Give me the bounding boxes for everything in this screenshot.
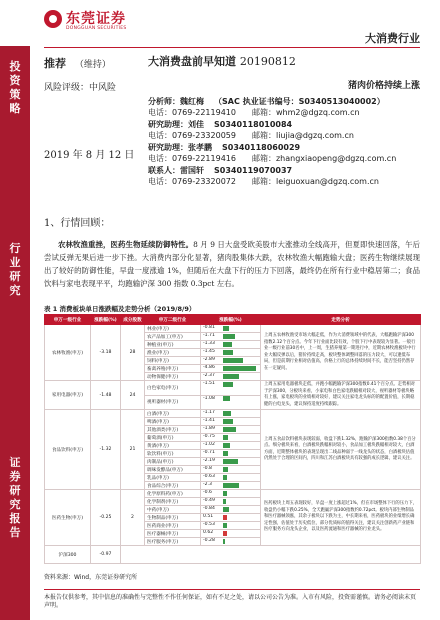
subsector-name: 白酒(申万) [145,410,201,418]
paragraph-body: 8 月 9 日大盘受欧美股市大涨推动全线高开，但夏即快速回落，午后尝试反弹无果后进一步下挫。大消费内部分化显著，猪肉股集体大跌，农林牧渔大幅跑输大盘；医药生物继续展现出了较好的防御性能，早盘一度涨逾 1%，但随后在大盘下行的压力下回落，最终仍在所有行业中稳居第二；食品饮料与家电表现平平，均跑输沪深 300 指数 0.3pct 左右。 [44,240,420,288]
analyst-list [148,96,420,188]
sub-change-cell [201,434,261,442]
change-bar [223,334,235,339]
email-label: 邮箱： [251,131,276,140]
analyst-name: 刘佳 [188,120,204,129]
change-bar [223,539,225,544]
report-subtitle: 猪肉价格持续上涨 [347,81,420,91]
phone-label: 电话： [148,177,172,186]
sub-change-value: -0.81 [203,325,215,330]
subsector-name: 生物制品(申万) [145,514,201,522]
sub-change-value: -2.37 [203,373,215,378]
sub-change-value: -0.6 [203,490,212,495]
col-header-count: 成分股数 [121,315,145,325]
change-bar [223,326,229,331]
subsector-name: 白色家电(申万) [145,381,201,396]
subsector-name: 软饮料(申万) [145,450,201,458]
email-address[interactable]: whm2@dgzq.com.cn [275,108,360,117]
sub-change-cell [201,325,261,333]
sidebar-char: 研 [9,270,21,283]
change-bar [223,419,233,424]
rating-value: （维持） [74,60,111,70]
change-bar [223,435,228,440]
col-header-sub-change: 涨跌幅(%) [201,315,261,325]
sub-change-cell [201,381,261,396]
sub-change-value: -1.33 [203,341,215,346]
change-bar [223,366,256,371]
subsector-name: 黄酒(申万) [145,442,201,450]
analyst-name-line [148,142,420,153]
subsector-name: 医疗服务(申万) [145,538,201,546]
sub-change-value: -0.49 [203,498,215,503]
email-label: 邮箱： [251,154,276,163]
analyst-cert: （SAC 执业证书编号：S0340513040002） [214,97,385,106]
sub-change-cell [201,490,261,498]
sub-change-cell [201,538,261,546]
change-bar [223,475,227,480]
brand-name-cn: 东莞证券 [66,11,126,27]
analysis-text: 医药板块上周五表现较好，早盘一度上涨超过1%，但在市场整体下行的压力下，收盘仍小幅下跌0.25%，全天跑赢沪深300指数约0.72pct。板块内部生物制品和医疗器械领涨，其余子板块以下跌为主，中长期来看，医药板块的业绩增长确定性强，估值处于历史低位，部分优质标的值得关注，建议关注创新药产业链和医疗服务方向龙头企业，以及医药流通和医疗器械的行业龙头。 [261,490,421,546]
table-header-row [45,315,421,325]
change-bar [223,350,233,355]
table-row [45,410,421,418]
sidebar-char: 究 [9,284,21,297]
index-row-filler [121,546,421,564]
table-row [45,325,421,333]
analyst-role: 联系人： [148,166,180,175]
sector-name: 农林牧渔(申万) [45,325,91,381]
report-title-date: 20190812 [239,55,296,68]
subsector-name: 乳品(申万) [145,474,201,482]
sub-change-cell [201,333,261,341]
brand-logo-icon [44,10,62,28]
subsector-name: 渔业(申万) [145,349,201,357]
market-review-paragraph [44,238,420,290]
sub-change-cell [201,357,261,365]
sidebar-char: 研 [9,484,21,497]
analyst-name: 张孝鹏 [188,143,212,152]
sub-change-value: -1.89 [203,426,215,431]
analyst-cert: S0340118010084 [214,120,293,129]
sidebar-char: 证 [9,456,21,469]
sub-change-cell [201,458,261,466]
sub-change-cell [201,522,261,530]
sub-change-cell [201,373,261,381]
change-bar [223,374,239,379]
sector-count: 2 [121,490,145,546]
sub-change-value: 0.62 [203,530,214,535]
sidebar-char: 业 [9,256,21,269]
sub-change-cell [201,426,261,434]
sub-change-cell [201,418,261,426]
brand-name-en: DONGGUAN SECURITIES [66,26,127,31]
subsector-name: 农产品加工(申万) [145,333,201,341]
sector-name: 食品饮料(申万) [45,410,91,490]
change-bar [223,515,227,520]
industry-label: 大消费行业 [365,32,420,45]
sector-count: 28 [121,325,145,381]
rating [44,55,111,71]
sub-change-value: -0.53 [203,522,215,527]
subsector-name: 食品综合(申万) [145,482,201,490]
subsector-name: 化学原料药(申万) [145,490,201,498]
sub-change-value: -2.19 [203,458,215,463]
change-bar [223,523,227,528]
sub-change-value: -1.08 [203,395,215,401]
sidebar-char: 资 [9,74,21,87]
analyst-cert: S0340119070037 [214,166,293,175]
change-bar [223,427,236,432]
analyst-name-line [148,119,420,130]
sidebar-char: 券 [9,470,21,483]
analyst-contact-line [148,130,420,141]
sub-change-cell [201,482,261,490]
phone-number: 0769-22119410 [172,108,236,117]
sidebar-label-strategy [0,60,30,116]
sidebar-char: 投 [9,60,21,73]
sub-change-cell [201,506,261,514]
subsector-name: 视听器材(申万) [145,395,201,410]
subsector-name: 啤酒(申万) [145,418,201,426]
analyst-contact-line [148,107,420,118]
subsector-name: 医药商业(申万) [145,522,201,530]
subsector-name: 其他酒类(申万) [145,426,201,434]
subsector-name: 种植业(申万) [145,341,201,349]
col-header-change: 涨跌幅(%) [91,315,121,325]
col-header-subsector: 申万二级行业 [145,315,201,325]
sub-change-cell [201,530,261,538]
data-source: 资料来源：Wind，东莞证券研究所 [44,574,138,581]
change-bar [223,491,227,496]
report-title-text: 大消费盘前早知道 [148,55,236,68]
analyst-entry [148,142,420,164]
change-bar [223,483,239,488]
change-bar [223,507,229,512]
sub-change-value: -2.89 [203,357,215,362]
analyst-cert: S0340118060029 [222,143,301,152]
email-address[interactable]: leiguoxuan@dgzq.com.cn [275,177,379,186]
phone-number: 0769-22119416 [172,154,236,163]
phone-label: 电话： [148,108,172,117]
sub-change-value: -0.75 [203,434,215,439]
disclaimer: 本报告仅供参考，其中信息的准确性与完整性不作任何保证，如有不足之处，请以公司公告为准。入市有风险，投资需谨慎。请务必阅读末页声明。 [44,594,417,609]
sidebar-char: 策 [9,88,21,101]
sector-change: -1.48 [91,381,121,410]
analyst-role: 分析师： [148,97,180,106]
sub-change-cell [201,410,261,418]
phone-number: 0769-23320059 [172,131,236,140]
analyst-role: 研究助理： [148,120,188,129]
sector-performance-table [44,314,421,564]
sub-change-value: -4.86 [203,365,215,370]
analyst-role: 研究助理： [148,143,188,152]
sidebar-char: 报 [9,512,21,525]
table-row [45,381,421,396]
sub-change-value: -0.63 [203,474,215,479]
sidebar-char: 略 [9,102,21,115]
analyst-entry [148,96,420,118]
col-header-analysis: 走势分析 [261,315,421,325]
sub-change-value: -1.41 [203,418,215,423]
sub-change-value: -0.8 [203,466,212,471]
email-address[interactable]: liujia@dgzq.com.cn [275,131,354,140]
sub-change-cell [201,514,261,522]
sub-change-value: -1.51 [203,381,215,386]
subsector-name: 林业(申万) [145,325,201,333]
sector-change: -3.18 [91,325,121,381]
sub-change-value: -0.84 [203,506,215,511]
change-bar [223,411,231,416]
subsector-name: 葡萄酒(申万) [145,434,201,442]
analysis-text: 上周五食品饮料板块表现较弱，收盘下跌1.32%，跑输沪深300指数0.38个百分点。细分板块来看，白酒板块跌幅相对较小，食品加工板块跌幅相对较大，白酒方面，近期整体板块的表现呈现出二线品种弱于一线龙头的状态，白酒板块估值仍然处于合理的区间内，四川和江苏白酒板块具有较强的成长逻辑，建议关注。 [261,410,421,490]
report-title [148,53,296,69]
subsector-name: 肉制品(申万) [145,458,201,466]
sub-change-cell [201,365,261,373]
sub-change-cell [201,341,261,349]
analyst-name-line [148,96,420,107]
sidebar-char: 行 [9,242,21,255]
sub-change-value: -1.45 [203,349,215,354]
sub-change-value: -0.71 [203,450,215,455]
subsector-name: 饲料(申万) [145,357,201,365]
sub-change-value: -1.17 [203,410,215,415]
sub-change-cell [201,349,261,357]
paragraph-lead: 农林牧渔重挫，医药生物延续防御特性。 [58,240,194,249]
sub-change-value: 0.51 [203,514,214,519]
change-bar [223,459,238,464]
index-change: -0.97 [91,546,121,564]
report-date: 2019 年 8 月 12 日 [44,150,135,161]
sub-change-value: -2.3 [203,482,212,487]
subsector-name: 化学制剂(申万) [145,498,201,506]
sub-change-cell [201,466,261,474]
index-name: 沪深300 [45,546,91,564]
change-bar [223,443,230,448]
analysis-text: 上周五家用电器板块走低，并跑小幅跑输沪深300指数0.41个百分点。走势相对于沪深300，分板块来看，小家电和白色家电跌幅相对较大，视听器材等板块略有上涨，家电板块的业绩相对较好，建议关注家电龙头标的的配置价值，长期稳健的白电龙头，建议保持适度持续跟踪。 [261,381,421,410]
analyst-entry [148,119,420,141]
sidebar-char: 告 [9,526,21,539]
sub-change-cell [201,474,261,482]
phone-label: 电话： [148,131,172,140]
subsector-name: 动物保健(申万) [145,373,201,381]
table-row [45,490,421,498]
email-label: 邮箱： [251,108,276,117]
sub-change-value: -0.28 [203,538,215,543]
analyst-contact-line [148,176,420,187]
sector-change: -0.25 [91,490,121,546]
col-header-sector: 申万一级行业 [45,315,91,325]
risk-rating: 风险评级：中风险 [44,83,117,93]
sub-change-cell [201,450,261,458]
subsector-name: 中药(申万) [145,506,201,514]
sidebar-label-report [0,456,30,540]
sidebar-label-industry [0,242,30,298]
change-bar [223,467,228,472]
section-title: 1、行情回顾： [44,218,111,229]
change-bar [223,342,232,347]
phone-label: 电话： [148,154,172,163]
sector-name: 医药生物(申万) [45,490,91,546]
index-row [45,546,421,564]
rating-label: 推荐 [44,57,66,70]
sub-change-cell [201,395,261,410]
analyst-name: 雷国轩 [180,166,204,175]
sub-change-cell [201,442,261,450]
page-header [0,0,440,46]
table-caption: 表 1 消费板块单日涨跌幅及走势分析（2019/8/9） [44,305,196,313]
analyst-entry [148,165,420,187]
report-type-sidebar [0,46,30,620]
subsector-name: 畜禽养殖(申万) [145,365,201,373]
analyst-name-line [148,165,420,176]
change-bar [223,531,227,536]
email-label: 邮箱： [251,177,276,186]
sector-count: 21 [121,410,145,490]
analyst-name: 魏红梅 [180,97,204,106]
change-bar [223,382,233,387]
sector-count: 24 [121,381,145,410]
sector-change: -1.32 [91,410,121,490]
subsector-name: 调味发酵品(申万) [145,466,201,474]
analysis-text: 上周五农林牧渔受市场大幅走低，作为大消费领域中的代表，大幅跑输沪深300指数2.12个百分点。今年下行业面比较有效，个股下行中表现较为显著。一般行业一级行业前30名中，上一周，生猪养殖第一期进行中，近期农林牧渔板块中行业大幅反弹以后，猪价持续走高，板块整体调整回落的压力较大，可以逢低布局，但是前期行业相对估值高，价格上行的总体持续时间不长，能否坚持仍然存在一定疑问。 [261,325,421,381]
analyst-contact-line [148,153,420,164]
header-divider [44,47,420,48]
email-address[interactable]: zhangxiaopeng@dgzq.com.cn [275,154,397,163]
change-bar [223,451,228,456]
sub-change-value: -1.02 [203,442,215,447]
phone-number: 0769-23320072 [172,177,236,186]
change-bar [223,358,243,363]
sector-name: 家用电器(申万) [45,381,91,410]
sub-change-cell [201,498,261,506]
change-bar [223,396,230,401]
footer-divider [44,589,420,590]
subsector-name: 医疗器械(申万) [145,530,201,538]
change-bar [223,499,226,504]
sidebar-char: 究 [9,498,21,511]
sub-change-value: -1.71 [203,333,215,338]
